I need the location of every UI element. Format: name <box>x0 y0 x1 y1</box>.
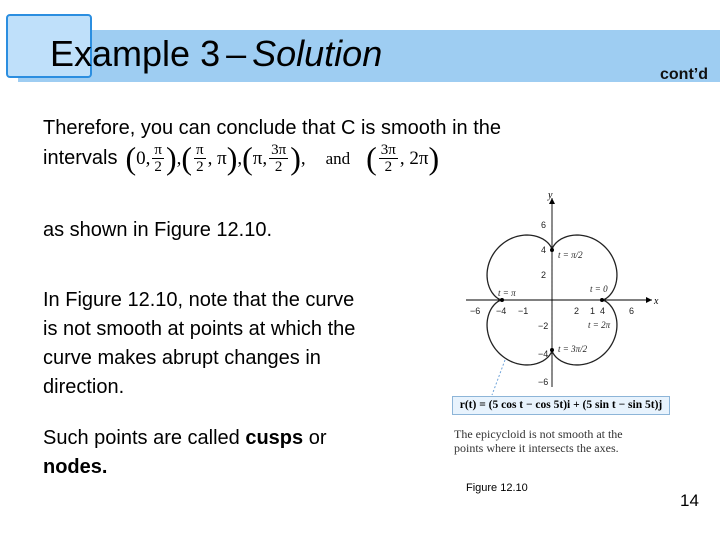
intervals-line <box>43 141 663 175</box>
tick-label-y2: 2 <box>541 270 547 280</box>
tick-label-y4: 4 <box>541 245 547 255</box>
tick-label-x4: 4 <box>600 306 606 316</box>
frac-3pi-2: $\frac{3\pi}{2}$ <box>271 141 287 175</box>
math-2pi: 2π <box>409 147 429 169</box>
tick-label-y-4: −4 <box>538 349 549 359</box>
term-cusps: cusps <box>245 427 304 449</box>
math-and: and <box>325 148 351 168</box>
tick-label-y-6: −6 <box>538 377 549 387</box>
figure-description: The epicycloid is not smooth at the points where it intersects the axes. <box>454 427 623 455</box>
equation-box: r(t) = (5 cos t − cos 5t)i + (5 sin t − sin 5t)j <box>452 396 670 415</box>
frac-3pi-2-b: $\frac{3\pi}{2}$ <box>380 141 396 175</box>
x-axis-label: x <box>654 296 659 307</box>
intervals-math: ( 0 , $\frac{\pi}{2}$ ) , ( $\frac{\pi}{2}$ , π ) , ( π , $\frac{3\pi}{2}$ ) , and ( $\frac{3\pi}{2}$ , 2π ) <box>125 140 440 176</box>
math-pi: π <box>217 147 227 169</box>
frac-pi-2: $\frac{\pi}{2}$ <box>154 141 162 175</box>
frac-pi-2-b: $\frac{\pi}{2}$ <box>196 141 204 175</box>
paragraph-conclusion <box>43 114 663 175</box>
tick-label-x2: 2 <box>574 306 580 316</box>
math-pi-b: π <box>252 147 263 169</box>
math-zero: 0 <box>136 147 146 169</box>
term-nodes: nodes. <box>43 456 108 478</box>
tick-label-x6: 6 <box>629 306 635 316</box>
conclusion-line: Therefore, you can conclude that C is smooth in the <box>43 117 502 139</box>
title-dash: – <box>226 33 247 74</box>
continued-label: cont’d <box>660 66 708 83</box>
intervals-label: intervals <box>43 146 118 169</box>
tick-label-x-6: −6 <box>470 306 481 316</box>
annot-t-pi: t = π <box>498 288 516 298</box>
paragraph-figure-ref: as shown in Figure 12.10. <box>43 219 273 241</box>
figure-label: Figure 12.10 <box>466 482 528 494</box>
tick-label-x1: 1 <box>590 306 596 316</box>
equation-pointer <box>492 360 505 395</box>
tick-label-x-1: −1 <box>518 306 529 316</box>
tick-label-y6: 6 <box>541 220 547 230</box>
slide-title <box>50 32 382 76</box>
tick-label-x-4: −4 <box>496 306 507 316</box>
annot-t-3pi-2: t = 3π/2 <box>558 344 588 354</box>
paragraph-cusps-note: In Figure 12.10, note that the curve is not smooth at points at which the curve makes abrupt changes in direction. <box>43 289 356 398</box>
annot-t-0: t = 0 <box>590 284 608 294</box>
page-number: 14 <box>680 491 699 510</box>
annot-t-2pi: t = 2π <box>588 320 611 330</box>
y-axis-label: y <box>548 190 553 201</box>
title-sub: Solution <box>252 33 383 74</box>
tick-label-y-2: −2 <box>538 321 549 331</box>
paragraph-definition: Such points are called cusps or nodes. <box>43 427 327 478</box>
annot-t-pi-2: t = π/2 <box>558 250 583 260</box>
title-main: Example 3 <box>50 33 221 74</box>
